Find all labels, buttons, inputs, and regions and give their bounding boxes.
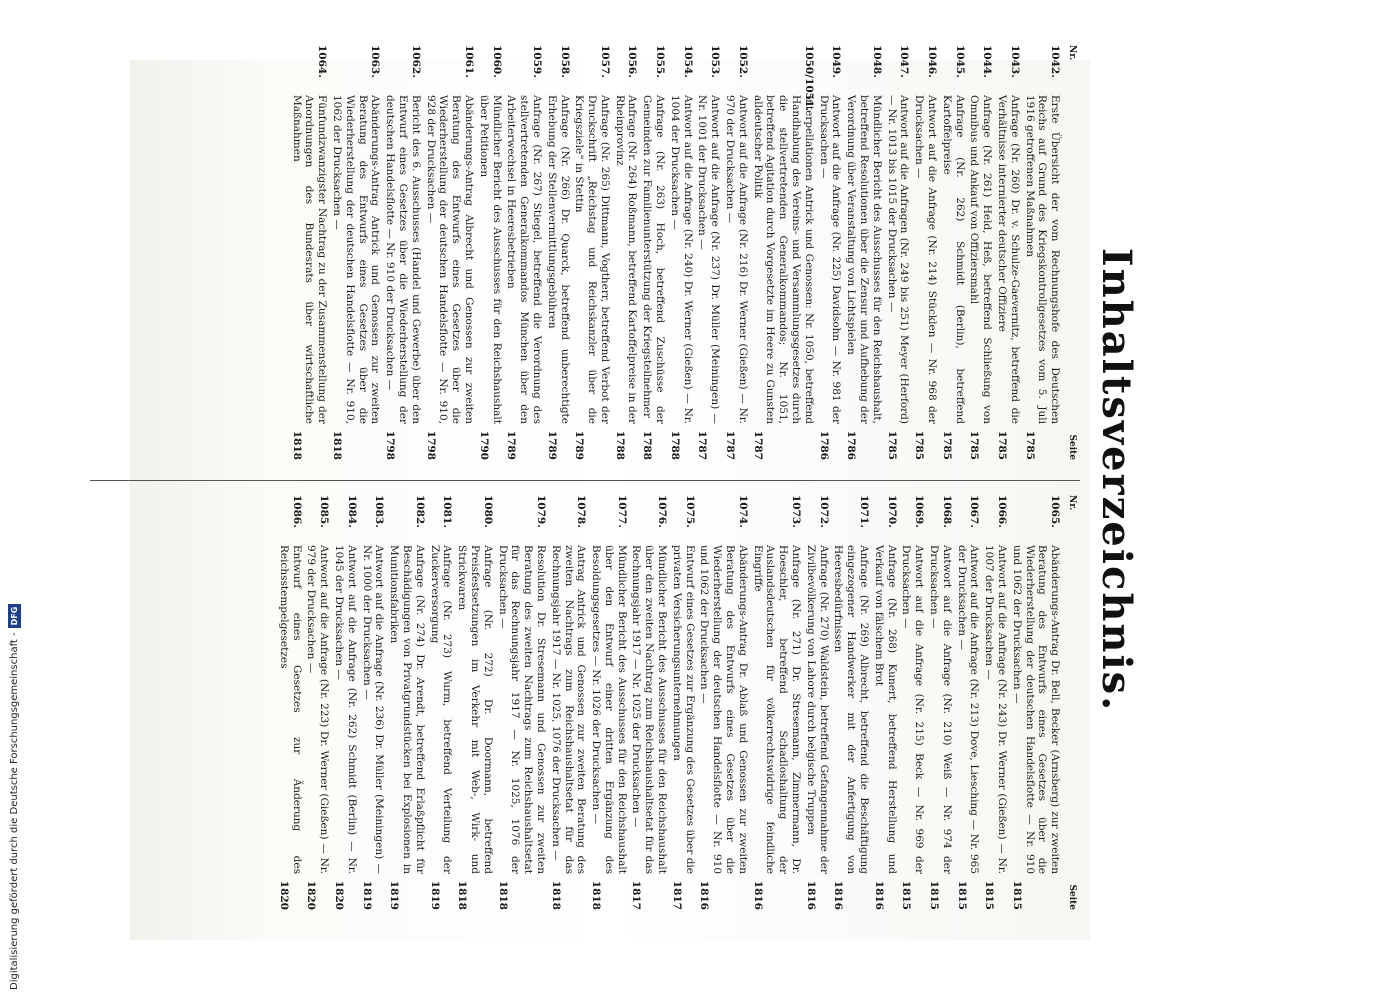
entry-page: 1789	[545, 430, 558, 460]
entry-page: 1785	[940, 430, 953, 460]
entry-number: 1047.	[898, 45, 911, 78]
entry-page: 1785	[996, 430, 1009, 460]
toc-entry	[844, 45, 882, 460]
toc-column-left	[93, 45, 1078, 460]
entry-title: Anfrage (Nr. 264) Roßmann, betreffend Kartoffelpreise in der Rheinprovinz	[613, 95, 639, 424]
entry-title: Anfrage (Nr. 268) Kunert, betreffend Herstellung und Verkauf von fälschem Brot	[872, 545, 898, 874]
entry-number: 1076.	[656, 495, 669, 528]
toc-entry	[477, 45, 503, 460]
entry-title: Antwort auf die Anfrage (Nr. 225) Davidsohn — Nr. 981 der Drucksachen —	[817, 95, 843, 424]
entry-title: Abänderungs-Antrag Dr. Bell, Becker (Arnsberg) zur zweiten Beratung des Entwurfs eines Gesetzes über die Wiederherstellung der deutschen Handelsflotte — Nr. 910 und 1062 der Drucksachen —	[1010, 545, 1062, 874]
toc-entry	[360, 495, 386, 910]
entry-title: Erste Übersicht der vom Rechnungshofe des Deutschen Reichs auf Grund des Kriegskontrollgesetzes vom 5. Juli 1916 getroffenen Maßnahmen	[1023, 95, 1062, 424]
toc-list-right	[277, 495, 1061, 910]
entry-number: 1066.	[996, 495, 1009, 528]
entry-title: Anfrage (Nr. 265) Dittmann, Vogtherr, betreffend Verbot der Druckschrift „Reichstag und Reichskanzler über die Kriegsziele“ in Stettin	[573, 95, 611, 424]
entry-page: 1785	[913, 430, 926, 460]
entry-title: Fünfundzwanzigster Nachtrag zu der Zusammenstellung der Anordnungen des Bundesrats über wirtschaftliche Maßnahmen	[290, 95, 329, 424]
entry-title: Anfrage (Nr. 266) Dr. Quarck, betreffend unberechtigte Erhebung der Stellenvermittlungsgebühren	[545, 95, 571, 424]
entry-title: Interpellationen Antrick und Genossen: Nr. 1050, betreffend Handhabung des Vereins- und Versammlungsgesetzes durch die stellvertretenden Generalkommandos; Nr. 1051, betreffend Agitation durch Vorgesetzte im Heere zu Gunsten alldeutscher Politik	[751, 95, 815, 424]
entry-title: Antwort auf die Anfrage (Nr. 213) Dove, Liesching — Nr. 965 der Drucksachen —	[955, 545, 981, 874]
entry-number: 1046.	[926, 45, 939, 78]
entry-number: 1083.	[373, 495, 386, 528]
entry-number: 1060.	[490, 45, 503, 78]
entry-number: 1052.	[736, 45, 749, 78]
toc-list-left	[290, 45, 1061, 460]
toc-entry	[940, 45, 966, 460]
toc-entry	[505, 45, 543, 460]
toc-entry	[968, 45, 994, 460]
entry-title: Anfrage (Nr. 263) Hoch, betreffend Zuschüsse der Gemeinden zur Familienunterstützung der Kriegsteilnehmer	[641, 95, 667, 424]
rotated-document-page	[80, 40, 1140, 920]
toc-entry	[496, 495, 547, 910]
toc-entry	[955, 495, 981, 910]
entry-number: 1049.	[830, 45, 843, 78]
entry-number: 1082.	[413, 495, 426, 528]
entry-page: 1818	[456, 880, 469, 910]
entry-number: 1070.	[885, 495, 898, 528]
toc-entry	[912, 45, 938, 460]
entry-page: 1819	[360, 880, 373, 910]
entry-title: Resolution Dr. Stresemann und Genossen zur zweiten Beratung des zweiten Nachtrags zum Reichshaushaltsetat für das Rechnungsjahr 1917 — Nr. 1025, 1076 der Drucksachen —	[496, 545, 547, 874]
entry-title: Anfrage (Nr. 270) Waldstein, betreffend Gefangennahme der Zivilbevölkerung von Lahore durch belgische Truppen	[804, 545, 830, 874]
entry-page: 1785	[1023, 430, 1036, 460]
entry-title: Abänderungs-Antrag Dr. Ablaß und Genossen zur zweiten Beratung des Entwurfs eines Gesetzes über die Wiederherstellung der deutschen Handelsflotte — Nr. 910 und 1062 der Drucksachen —	[698, 545, 749, 874]
toc-entry	[1023, 45, 1061, 460]
digitization-credit	[8, 604, 21, 990]
entry-page: 1820	[277, 880, 290, 910]
entry-title: Mündlicher Bericht des Ausschusses für den Reichshaushalt über den zweiten Nachtrag zum Reichshaushaltsetat für das Rechnungsjahr 1917 — Nr. 1025 der Drucksachen —	[630, 545, 669, 874]
column-header-seite: Seite	[1067, 434, 1077, 460]
entry-number: 1069.	[913, 495, 926, 528]
toc-entry	[927, 495, 953, 910]
entry-number: 1084.	[345, 495, 358, 528]
toc-entry	[277, 495, 303, 910]
toc-entry	[455, 495, 493, 910]
toc-entry	[995, 45, 1021, 460]
entry-number: 1057.	[598, 45, 611, 78]
entry-title: Bericht des 6. Ausschusses (Handel und Gewerbe) über den Entwurf eines Gesetzes über die Wiederherstellung der deutschen Handelsflotte — Nr. 910 der Drucksachen —	[384, 95, 422, 424]
entry-number: 1086.	[290, 495, 303, 528]
entry-page: 1790	[477, 430, 490, 460]
toc-entry	[900, 495, 926, 910]
entry-title: Anfrage (Nr. 261) Held, Heß, betreffend Schließung von Omnibus und Ankauf von Offiziersmahl	[968, 95, 994, 424]
entry-number: 1062.	[409, 45, 422, 78]
entry-page: 1816	[872, 880, 885, 910]
entry-title: Antwort auf die Anfrage (Nr. 223) Dr. Werner (Gießen) — Nr. 979 der Drucksachen —	[305, 545, 331, 874]
entry-number: 1063.	[369, 45, 382, 78]
column-header-left	[1065, 45, 1078, 460]
toc-entry	[670, 495, 696, 910]
entry-number: 1077.	[615, 495, 628, 528]
entry-page: 1787	[724, 430, 737, 460]
entry-number: 1081.	[441, 495, 454, 528]
entry-number: 1075.	[683, 495, 696, 528]
entry-page: 1820	[332, 880, 345, 910]
entry-number: 1078.	[575, 495, 588, 528]
dfg-logo: DFG	[8, 604, 21, 629]
entry-page: 1816	[804, 880, 817, 910]
toc-entry	[290, 45, 328, 460]
entry-page: 1817	[630, 880, 643, 910]
entry-title: Antwort auf die Anfrage (Nr. 236) Dr. Müller (Meiningen) — Nr. 1000 der Drucksachen —	[360, 545, 386, 874]
entry-page: 1816	[751, 880, 764, 910]
toc-entry	[387, 495, 425, 910]
entry-title: Abänderungs-Antrag Albrecht und Genossen zur zweiten Beratung des Entwurfs eines Gesetzes über die Wiederherstellung der deutschen Handelsflotte — Nr. 910, 928 der Drucksachen —	[424, 95, 475, 424]
toc-entry	[545, 45, 571, 460]
entry-title: Antwort auf die Anfrage (Nr. 215) Beck — Nr. 969 der Drucksachen —	[900, 545, 926, 874]
entry-number: 1048.	[870, 45, 883, 78]
entry-number: 1058.	[558, 45, 571, 78]
entry-number: 1055.	[654, 45, 667, 78]
entry-title: Anfrage (Nr. 271) Dr. Stresemann, Zimmermann, Dr. Hoeschler, betreffend Schadloshaltung der Auslandsdeutschen für völkerrechtswidrige feindliche Eingriffe	[751, 545, 803, 874]
column-header-nr: Nr.	[1067, 45, 1077, 61]
entry-title: Antwort auf die Anfragen (Nr. 249 bis 251) Meyer (Herford) — Nr. 1013 bis 1015 der Drucksachen —	[885, 95, 911, 424]
entry-number: 1080.	[481, 495, 494, 528]
toc-entry	[1010, 495, 1061, 910]
entry-title: Antrag Antrick und Genossen zur zweiten Beratung des zweiten Nachtrags zum Reichshaushaltsetat für das Rechnungsjahr 1917 — Nr. 1025, 1076 der Drucksachen —	[549, 545, 588, 874]
toc-entry	[428, 495, 454, 910]
entry-number: 1061.	[462, 45, 475, 78]
entry-title: Anfrage (Nr. 267) Stiegel, betreffend die Verordnung des stellvertretenden Generalkommandos München über den Arbeiterwechsel in Heeresbetrieben	[505, 95, 543, 424]
entry-page: 1815	[928, 880, 941, 910]
entry-title: Anfrage (Nr. 269) Albrecht, betreffend die Beschäftigung eingezogener Handwerker mit der Anfertigung von Heeresbedürfnissen	[832, 545, 871, 874]
entry-number: 1056.	[626, 45, 639, 78]
toc-entry	[751, 45, 815, 460]
entry-page: 1819	[388, 880, 401, 910]
entry-page: 1815	[1010, 880, 1023, 910]
entry-page: 1818	[496, 880, 509, 910]
entry-page: 1787	[696, 430, 709, 460]
entry-number: 1045.	[953, 45, 966, 78]
entry-title: Antwort auf die Anfrage (Nr. 210) Weiß — Nr. 974 der Drucksachen —	[928, 545, 953, 874]
entry-title: Anfrage (Nr. 260) Dr. v. Schulze-Gaevernitz, betreffend die Verhältnisse internierter deutscher Offiziere	[996, 95, 1021, 424]
entry-title: Anfrage (Nr. 272) Dr. Doormann, betreffend Preisfestsetzungen im Verkehr mit Web-, Wirk- und Strickwaren	[456, 545, 494, 874]
toc-entry	[630, 495, 668, 910]
toc-entry	[723, 45, 749, 460]
entry-page: 1817	[670, 880, 683, 910]
entry-title: Antwort auf die Anfrage (Nr. 262) Schmidt (Berlin) — Nr. 1045 der Drucksachen —	[332, 545, 358, 874]
toc-entry	[668, 45, 694, 460]
column-header-seite: Seite	[1067, 884, 1077, 910]
toc-entry	[424, 45, 475, 460]
entry-title: Abänderungs-Antrag Antrick und Genossen zur zweiten Beratung des Entwurfs eines Gesetzes über die Wiederherstellung der deutschen Handelsflotte — Nr. 910, 1062 der Drucksachen —	[330, 95, 382, 424]
entry-page: 1815	[983, 880, 996, 910]
entry-title: Anfrage (Nr. 274) Dr. Arendt, betreffend Erlaßpflicht für Beschädigungen von Privatgrundstücken bei Explosionen in Munitionsfabriken	[388, 545, 426, 874]
entry-title: Antwort auf die Anfrage (Nr. 237) Dr. Müller (Meiningen) — Nr. 1001 der Drucksachen —	[696, 95, 722, 424]
entry-page: 1786	[817, 430, 830, 460]
entry-number: 1054.	[681, 45, 694, 78]
entry-title: Antwort auf die Anfrage (Nr. 216) Dr. Werner (Gießen) — Nr. 970 der Drucksachen —	[724, 95, 749, 424]
entry-title: Antwort auf die Anfrage (Nr. 243) Dr. Werner (Gießen) — Nr. 1007 der Drucksachen —	[983, 545, 1009, 874]
entry-page: 1788	[641, 430, 654, 460]
entry-number: 1043.	[1008, 45, 1021, 78]
toc-entry	[885, 45, 911, 460]
entry-number: 1042.	[1049, 45, 1062, 78]
entry-title: Antwort auf die Anfrage (Nr. 214) Stücklen — Nr. 968 der Drucksachen —	[913, 95, 939, 424]
entry-title: Mündlicher Bericht des Ausschusses für den Reichshaushalt, betreffend Resolutionen über die Zensur und Aufhebung der Verordnung über Veranstaltung von Lichtspielen	[845, 95, 883, 424]
toc-entry	[305, 495, 331, 910]
entry-number: 1068.	[940, 495, 953, 528]
entry-page: 1785	[885, 430, 898, 460]
toc-entry	[589, 495, 627, 910]
toc-entry	[832, 495, 870, 910]
toc-entry	[751, 495, 802, 910]
entry-page: 1788	[613, 430, 626, 460]
entry-number: 1085.	[318, 495, 331, 528]
entry-page: 1798	[384, 430, 397, 460]
entry-page: 1789	[573, 430, 586, 460]
entry-title: Anfrage (Nr. 262) Schmidt (Berlin), betreffend Kartoffelpreise	[940, 95, 966, 424]
entry-page: 1789	[505, 430, 518, 460]
toc-entry	[817, 45, 843, 460]
column-divider	[90, 480, 1080, 481]
toc-entry	[696, 45, 722, 460]
entry-page: 1818	[290, 430, 303, 460]
entry-page: 1785	[968, 430, 981, 460]
entry-title: Mündlicher Bericht des Ausschusses für den Reichshaushalt über den Entwurf einer dritten Ergänzung des Besoldungsgesetzes — Nr. 1026 der Drucksachen —	[590, 545, 628, 874]
entry-number: 1044.	[981, 45, 994, 78]
entry-number: 1059.	[530, 45, 543, 78]
column-header-nr: Nr.	[1067, 495, 1077, 511]
entry-number: 1074.	[736, 495, 749, 528]
entry-title: Anfrage (Nr. 273) Wurm, betreffend Verteilung der Zuckerversorgung	[428, 545, 454, 874]
toc-entry	[641, 45, 667, 460]
toc-entry	[383, 45, 421, 460]
page-title: Inhaltsverzeichnis.	[1093, 247, 1140, 713]
entry-page: 1798	[424, 430, 437, 460]
entry-page: 1818	[330, 430, 343, 460]
credit-text: Digitalisierung gefördert durch die Deutsche Forschungsgemeinschaft -	[9, 632, 20, 990]
entry-page: 1788	[668, 430, 681, 460]
entry-title: Mündlicher Bericht des Ausschusses für den Reichshaushalt über Petitionen	[477, 95, 503, 424]
toc-entry	[613, 45, 639, 460]
entry-number: 1072.	[817, 495, 830, 528]
entry-number: 1079.	[534, 495, 547, 528]
entry-number: 1050/1051.	[802, 45, 815, 111]
entry-number: 1065.	[1049, 495, 1062, 528]
entry-page: 1787	[751, 430, 764, 460]
entry-title: Entwurf eines Gesetzes zur Ergänzung des Gesetzes über die privaten Versicherungsunternehmungen	[670, 545, 696, 874]
entry-page: 1819	[428, 880, 441, 910]
entry-page: 1786	[845, 430, 858, 460]
column-header-right	[1065, 495, 1078, 910]
entry-page: 1820	[305, 880, 318, 910]
entry-number: 1071.	[858, 495, 871, 528]
entry-page: 1818	[590, 880, 603, 910]
entry-title: Entwurf eines Gesetzes zur Änderung des Reichsstempelgesetzes	[277, 545, 303, 874]
entry-page: 1815	[900, 880, 913, 910]
entry-number: 1067.	[968, 495, 981, 528]
entry-number: 1073.	[790, 495, 803, 528]
entry-number: 1053.	[709, 45, 722, 78]
entry-page: 1818	[549, 880, 562, 910]
entry-page: 1816	[698, 880, 711, 910]
entry-title: Antwort auf die Anfrage (Nr. 240) Dr. Werner (Gießen) — Nr. 1004 der Drucksachen —	[668, 95, 694, 424]
toc-entry	[872, 495, 898, 910]
entry-number: 1064.	[316, 45, 329, 78]
entry-page: 1815	[955, 880, 968, 910]
toc-entry	[573, 45, 611, 460]
toc-entry	[982, 495, 1008, 910]
toc-column-right	[93, 495, 1078, 910]
toc-entry	[330, 45, 381, 460]
toc-entry	[804, 495, 830, 910]
entry-page: 1816	[832, 880, 845, 910]
toc-entry	[332, 495, 358, 910]
toc-entry	[549, 495, 587, 910]
toc-entry	[698, 495, 749, 910]
